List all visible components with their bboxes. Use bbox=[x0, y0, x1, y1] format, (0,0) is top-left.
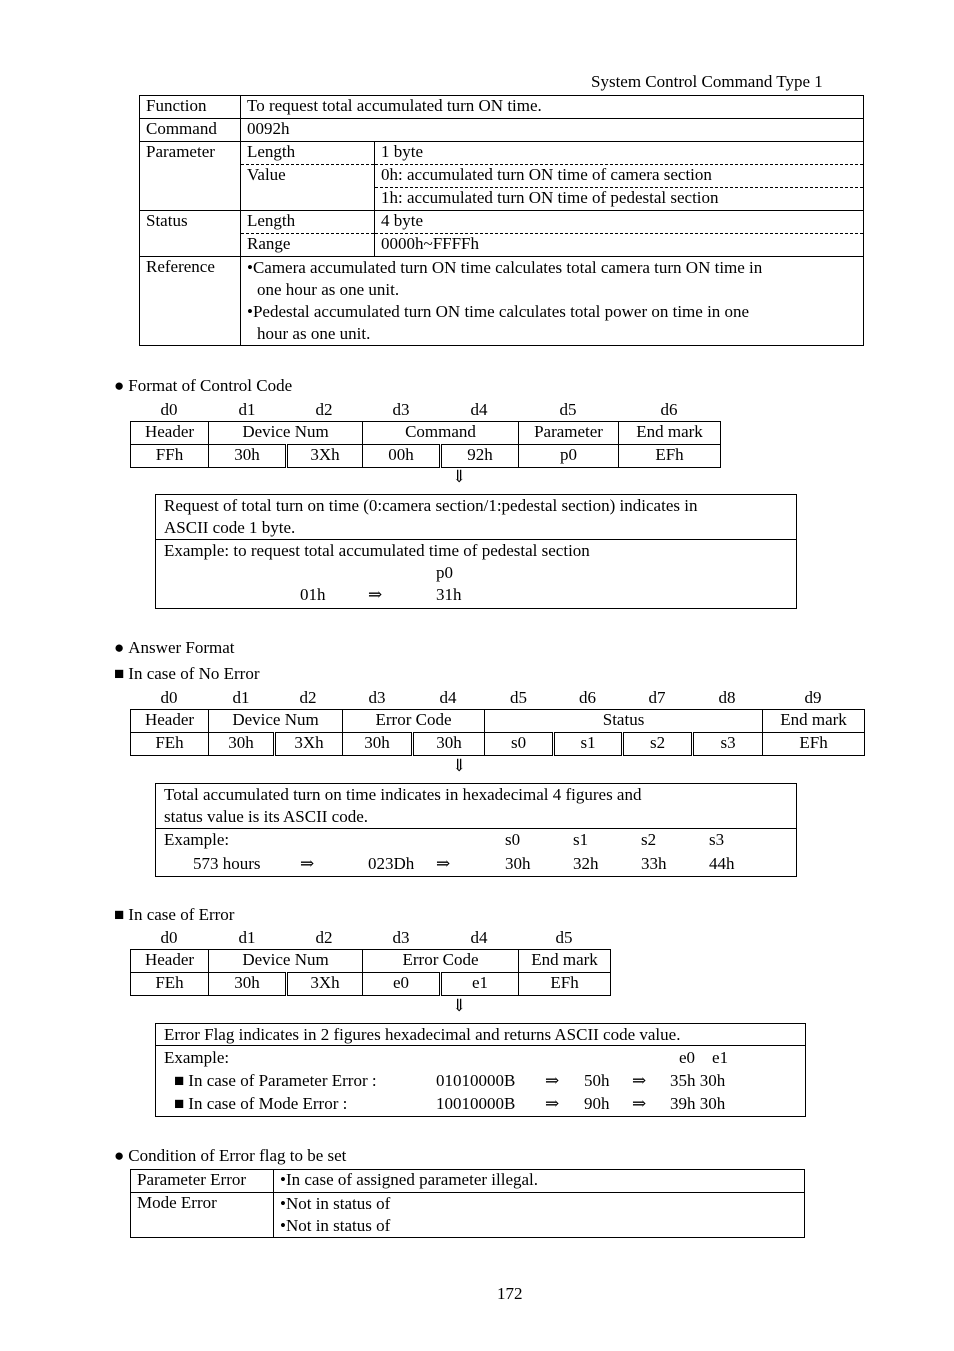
device-num-cell: Device Num bbox=[209, 950, 363, 973]
d-label: d5 bbox=[559, 400, 577, 419]
d-label: d2 bbox=[299, 688, 317, 707]
param-value-0: 0h: accumulated turn ON time of camera section bbox=[375, 165, 864, 188]
example-p0-label: p0 bbox=[436, 563, 453, 582]
value-cell: FFh bbox=[131, 445, 209, 468]
error-code-cell: Error Code bbox=[343, 710, 485, 733]
s-label: s3 bbox=[709, 830, 725, 849]
param-value-1: 1h: accumulated turn ON time of pedestal section bbox=[375, 188, 864, 211]
mode-error-desc bbox=[274, 1193, 805, 1238]
value-cell: s1 bbox=[554, 733, 623, 756]
command-cell: Command bbox=[363, 422, 519, 445]
description-row bbox=[156, 495, 796, 539]
example-label: Example: bbox=[164, 1048, 230, 1067]
status-range-label: Range bbox=[241, 234, 375, 257]
value-cell: EFh bbox=[763, 733, 865, 756]
value-cell: EFh bbox=[619, 445, 721, 468]
error-description: Error Flag indicates in 2 figures hexadecimal and returns ASCII code value. bbox=[164, 1025, 681, 1044]
right-arrow-icon: ⇒ bbox=[545, 1071, 560, 1090]
d-label: d6 bbox=[579, 688, 596, 707]
end-mark-cell: End mark bbox=[763, 710, 865, 733]
example-row bbox=[156, 1045, 805, 1115]
error-code-cell: Error Code bbox=[363, 950, 519, 973]
right-arrow-icon: ⇒ bbox=[632, 1071, 647, 1090]
d-label: d2 bbox=[315, 928, 333, 947]
condition-heading: ● Condition of Error flag to be set bbox=[114, 1146, 346, 1166]
right-arrow-icon: ⇒ bbox=[300, 854, 315, 873]
value-cell: FEh bbox=[131, 733, 209, 756]
value-cell: 3Xh bbox=[287, 445, 363, 468]
value-cell: 00h bbox=[363, 445, 441, 468]
value-cell: 30h bbox=[209, 973, 287, 996]
example-from: 01h bbox=[300, 585, 326, 604]
param-error-bin: 01010000B bbox=[436, 1071, 516, 1090]
value-cell: 92h bbox=[441, 445, 519, 468]
value-cell: s2 bbox=[623, 733, 693, 756]
parameter-label: Parameter bbox=[140, 142, 241, 211]
d-label: d0 bbox=[160, 688, 178, 707]
param-error-desc: •In case of assigned parameter illegal. bbox=[274, 1170, 805, 1193]
status-label: Status bbox=[140, 211, 241, 257]
spec-table bbox=[139, 95, 864, 346]
d-label: d3 bbox=[368, 688, 386, 707]
mode-error-label: Mode Error bbox=[131, 1193, 274, 1238]
d-label: d0 bbox=[160, 928, 178, 947]
answer-table bbox=[130, 709, 865, 756]
d-label: d2 bbox=[315, 400, 333, 419]
condition-table bbox=[130, 1169, 805, 1238]
value-cell: p0 bbox=[519, 445, 619, 468]
status-length-label: Length bbox=[241, 211, 375, 234]
mode-error-line: •Not in status of bbox=[280, 1216, 391, 1235]
param-error-example-label: ■ In case of Parameter Error : bbox=[174, 1069, 377, 1092]
d-label: d7 bbox=[648, 688, 666, 707]
answer-format-heading: ● Answer Format bbox=[114, 638, 235, 658]
reference-label: Reference bbox=[140, 257, 241, 346]
command-value: 0092h bbox=[241, 119, 864, 142]
example-title: Example: to request total accumulated time of pedestal section bbox=[164, 541, 590, 560]
s-value: 32h bbox=[573, 854, 599, 873]
right-arrow-icon: ⇒ bbox=[632, 1094, 647, 1113]
reference-line: hour as one unit. bbox=[257, 324, 371, 343]
right-arrow-icon: ⇒ bbox=[368, 585, 383, 604]
s-label: s0 bbox=[505, 830, 521, 849]
s-label: s2 bbox=[641, 830, 657, 849]
value-cell: s3 bbox=[693, 733, 763, 756]
d-label: d4 bbox=[470, 400, 488, 419]
mode-error-example-label: ■ In case of Mode Error : bbox=[174, 1092, 347, 1115]
description-line: status value is its ASCII code. bbox=[164, 807, 368, 826]
down-arrow-icon: ⇓ bbox=[452, 467, 467, 486]
mode-error-bin: 10010000B bbox=[436, 1094, 516, 1113]
end-mark-cell: End mark bbox=[519, 950, 611, 973]
param-length-value: 1 byte bbox=[375, 142, 864, 165]
parameter-cell: Parameter bbox=[519, 422, 619, 445]
description-line: Request of total turn on time (0:camera section/1:pedestal section) indicates in bbox=[164, 496, 698, 515]
s-label: s1 bbox=[573, 830, 589, 849]
d-label: d1 bbox=[238, 928, 256, 947]
d-label: d3 bbox=[392, 400, 410, 419]
header-cell: Header bbox=[131, 422, 209, 445]
reference-line: one hour as one unit. bbox=[257, 280, 400, 299]
down-arrow-icon: ⇓ bbox=[452, 756, 467, 775]
function-label: Function bbox=[140, 96, 241, 119]
page-number: 172 bbox=[497, 1284, 523, 1303]
right-arrow-icon: ⇒ bbox=[436, 854, 451, 873]
param-error-ascii: 35h 30h bbox=[670, 1071, 726, 1090]
reference-text bbox=[241, 257, 864, 346]
error-heading: ■ In case of Error bbox=[114, 905, 234, 925]
control-code-heading: ● Format of Control Code bbox=[114, 376, 292, 396]
d-label: d8 bbox=[718, 688, 736, 707]
value-cell: s0 bbox=[485, 733, 554, 756]
d-label: d1 bbox=[238, 400, 256, 419]
value-cell: 30h bbox=[209, 733, 275, 756]
answer-description-box bbox=[155, 783, 797, 877]
param-length-label: Length bbox=[241, 142, 375, 165]
value-cell: 30h bbox=[343, 733, 413, 756]
control-code-table bbox=[130, 421, 721, 468]
device-num-cell: Device Num bbox=[209, 710, 343, 733]
d-label: d5 bbox=[555, 928, 573, 947]
header-cell: Header bbox=[131, 950, 209, 973]
param-value-label: Value bbox=[241, 165, 375, 211]
example-to: 31h bbox=[436, 585, 462, 604]
section-header: System Control Command Type 1 bbox=[591, 72, 823, 91]
s-value: 30h bbox=[505, 854, 531, 873]
description-line: ASCII code 1 byte. bbox=[164, 518, 296, 537]
mode-error-line: •Not in status of bbox=[280, 1194, 391, 1213]
status-range-value: 0000h~FFFFh bbox=[375, 234, 864, 257]
value-cell: 30h bbox=[209, 445, 287, 468]
reference-line: •Pedestal accumulated turn ON time calculates total power on time in one bbox=[247, 302, 750, 321]
device-num-cell: Device Num bbox=[209, 422, 363, 445]
mode-error-ascii: 39h 30h bbox=[670, 1094, 726, 1113]
d-label: d3 bbox=[392, 928, 410, 947]
command-label: Command bbox=[140, 119, 241, 142]
no-error-heading: ■ In case of No Error bbox=[114, 664, 260, 684]
mode-error-hex: 90h bbox=[584, 1094, 610, 1113]
example-row bbox=[156, 828, 796, 874]
d-label: d0 bbox=[160, 400, 178, 419]
right-arrow-icon: ⇒ bbox=[545, 1094, 560, 1113]
value-cell: e0 bbox=[363, 973, 441, 996]
e-labels: e0 e1 bbox=[679, 1048, 729, 1067]
value-cell: e1 bbox=[441, 973, 519, 996]
description-row bbox=[156, 784, 796, 828]
reference-line: •Camera accumulated turn ON time calculates total camera turn ON time in bbox=[247, 258, 763, 277]
example-label: Example: bbox=[164, 830, 230, 849]
s-value: 33h bbox=[641, 854, 667, 873]
description-line: Total accumulated turn on time indicates in hexadecimal 4 figures and bbox=[164, 785, 642, 804]
d-label: d4 bbox=[470, 928, 488, 947]
d-label: d5 bbox=[510, 688, 527, 707]
example-row bbox=[156, 539, 796, 606]
value-cell: 3Xh bbox=[287, 973, 363, 996]
end-mark-cell: End mark bbox=[619, 422, 721, 445]
control-code-description-box bbox=[155, 494, 797, 609]
function-value: To request total accumulated turn ON time. bbox=[241, 96, 864, 119]
value-cell: 30h bbox=[413, 733, 485, 756]
d-label: d1 bbox=[232, 688, 250, 707]
d-label: d4 bbox=[439, 688, 457, 707]
status-length-value: 4 byte bbox=[375, 211, 864, 234]
example-hex: 023Dh bbox=[368, 854, 415, 873]
param-error-label: Parameter Error bbox=[131, 1170, 274, 1193]
value-cell: 3Xh bbox=[275, 733, 343, 756]
example-hours: 573 hours bbox=[193, 854, 261, 873]
error-description-box bbox=[155, 1023, 806, 1117]
error-table bbox=[130, 949, 611, 996]
value-cell: FEh bbox=[131, 973, 209, 996]
header-cell: Header bbox=[131, 710, 209, 733]
param-error-hex: 50h bbox=[584, 1071, 610, 1090]
value-cell: EFh bbox=[519, 973, 611, 996]
s-value: 44h bbox=[709, 854, 735, 873]
d-label: d9 bbox=[804, 688, 822, 707]
down-arrow-icon: ⇓ bbox=[452, 996, 467, 1015]
status-cell: Status bbox=[485, 710, 763, 733]
d-label: d6 bbox=[660, 400, 678, 419]
